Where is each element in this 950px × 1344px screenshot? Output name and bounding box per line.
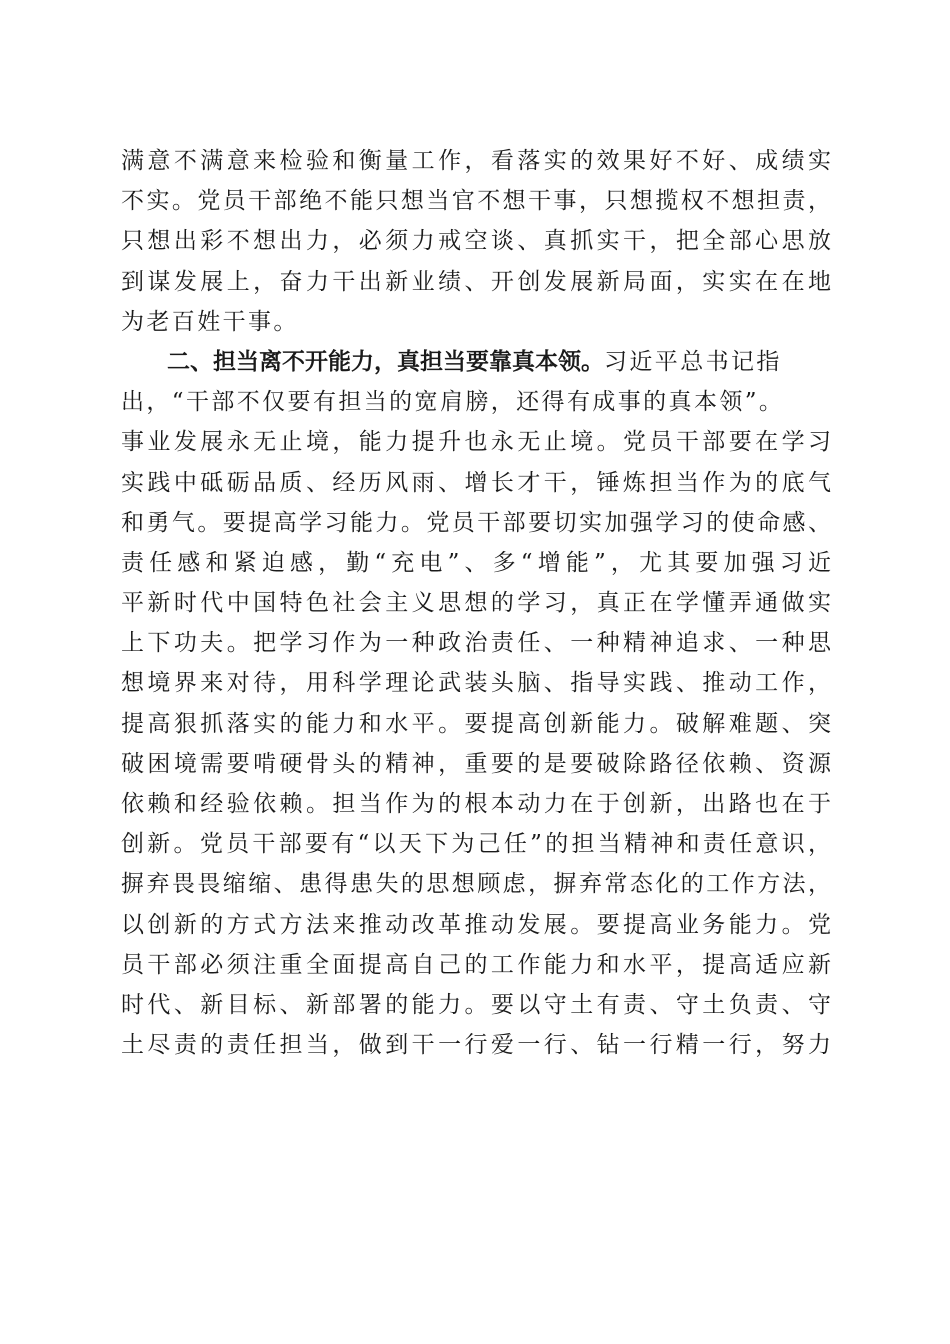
text-line: 平新时代中国特色社会主义思想的学习，真正在学懂弄通做实 [121, 590, 831, 617]
text-line: 实践中砥砺品质、经历风雨、增长才干，锤炼担当作为的底气 [121, 469, 831, 496]
text-line: 事业发展永无止境，能力提升也永无止境。党员干部要在学习 [121, 429, 831, 456]
text-line: 以创新的方式方法来推动改革推动发展。要提高业务能力。党 [121, 911, 831, 938]
text-line: 提高狠抓落实的能力和水平。要提高创新能力。破解难题、突 [121, 710, 831, 737]
text-line: 出，“干部不仅要有担当的宽肩膀，还得有成事的真本领”。 [121, 389, 785, 416]
text-line: 满意不满意来检验和衡量工作，看落实的效果好不好、成绩实 [121, 148, 831, 174]
text-line: 想境界来对待，用科学理论武装头脑、指导实践、推动工作， [121, 670, 831, 697]
text-line: 上下功夫。把学习作为一种政治责任、一种精神追求、一种思 [121, 630, 831, 657]
paragraph-2 [121, 342, 831, 1065]
text-line: 只想出彩不想出力，必须力戒空谈、真抓实干，把全部心思放 [121, 228, 831, 255]
text-line: 依赖和经验依赖。担当作为的根本动力在于创新，出路也在于 [121, 791, 831, 817]
text-line: 为老百姓干事。 [121, 308, 299, 335]
paragraph-1 [121, 141, 831, 342]
text-line: 到谋发展上，奋力干出新业绩、开创发展新局面，实实在在地 [121, 268, 831, 295]
text-line: 土尽责的责任担当，做到干一行爱一行、钻一行精一行，努力 [121, 1032, 831, 1059]
text-line: 时代、新目标、新部署的能力。要以守土有责、守土负责、守 [121, 991, 831, 1018]
text-line: 员干部必须注重全面提高自己的工作能力和水平，提高适应新 [121, 951, 831, 978]
text-line: 和勇气。要提高学习能力。党员干部要切实加强学习的使命感、 [121, 509, 831, 536]
document-body [121, 141, 831, 1065]
heading-line [121, 342, 831, 382]
text-line: 责任感和紧迫感，勤“充电”、多“增能”，尤其要加强习近 [121, 549, 831, 576]
text-line: 不实。党员干部绝不能只想当官不想干事，只想揽权不想担责， [121, 188, 831, 215]
heading-line-rest: 习近平总书记指 [604, 348, 782, 375]
section-heading: 二、担当离不开能力，真担当要靠真本领。 [167, 348, 604, 375]
text-line: 摒弃畏畏缩缩、患得患失的思想顾虑，摒弃常态化的工作方法， [121, 871, 831, 898]
text-line: 创新。党员干部要有“以天下为己任”的担当精神和责任意识， [121, 831, 831, 858]
text-line: 破困境需要啃硬骨头的精神，重要的是要破除路径依赖、资源 [121, 750, 831, 777]
